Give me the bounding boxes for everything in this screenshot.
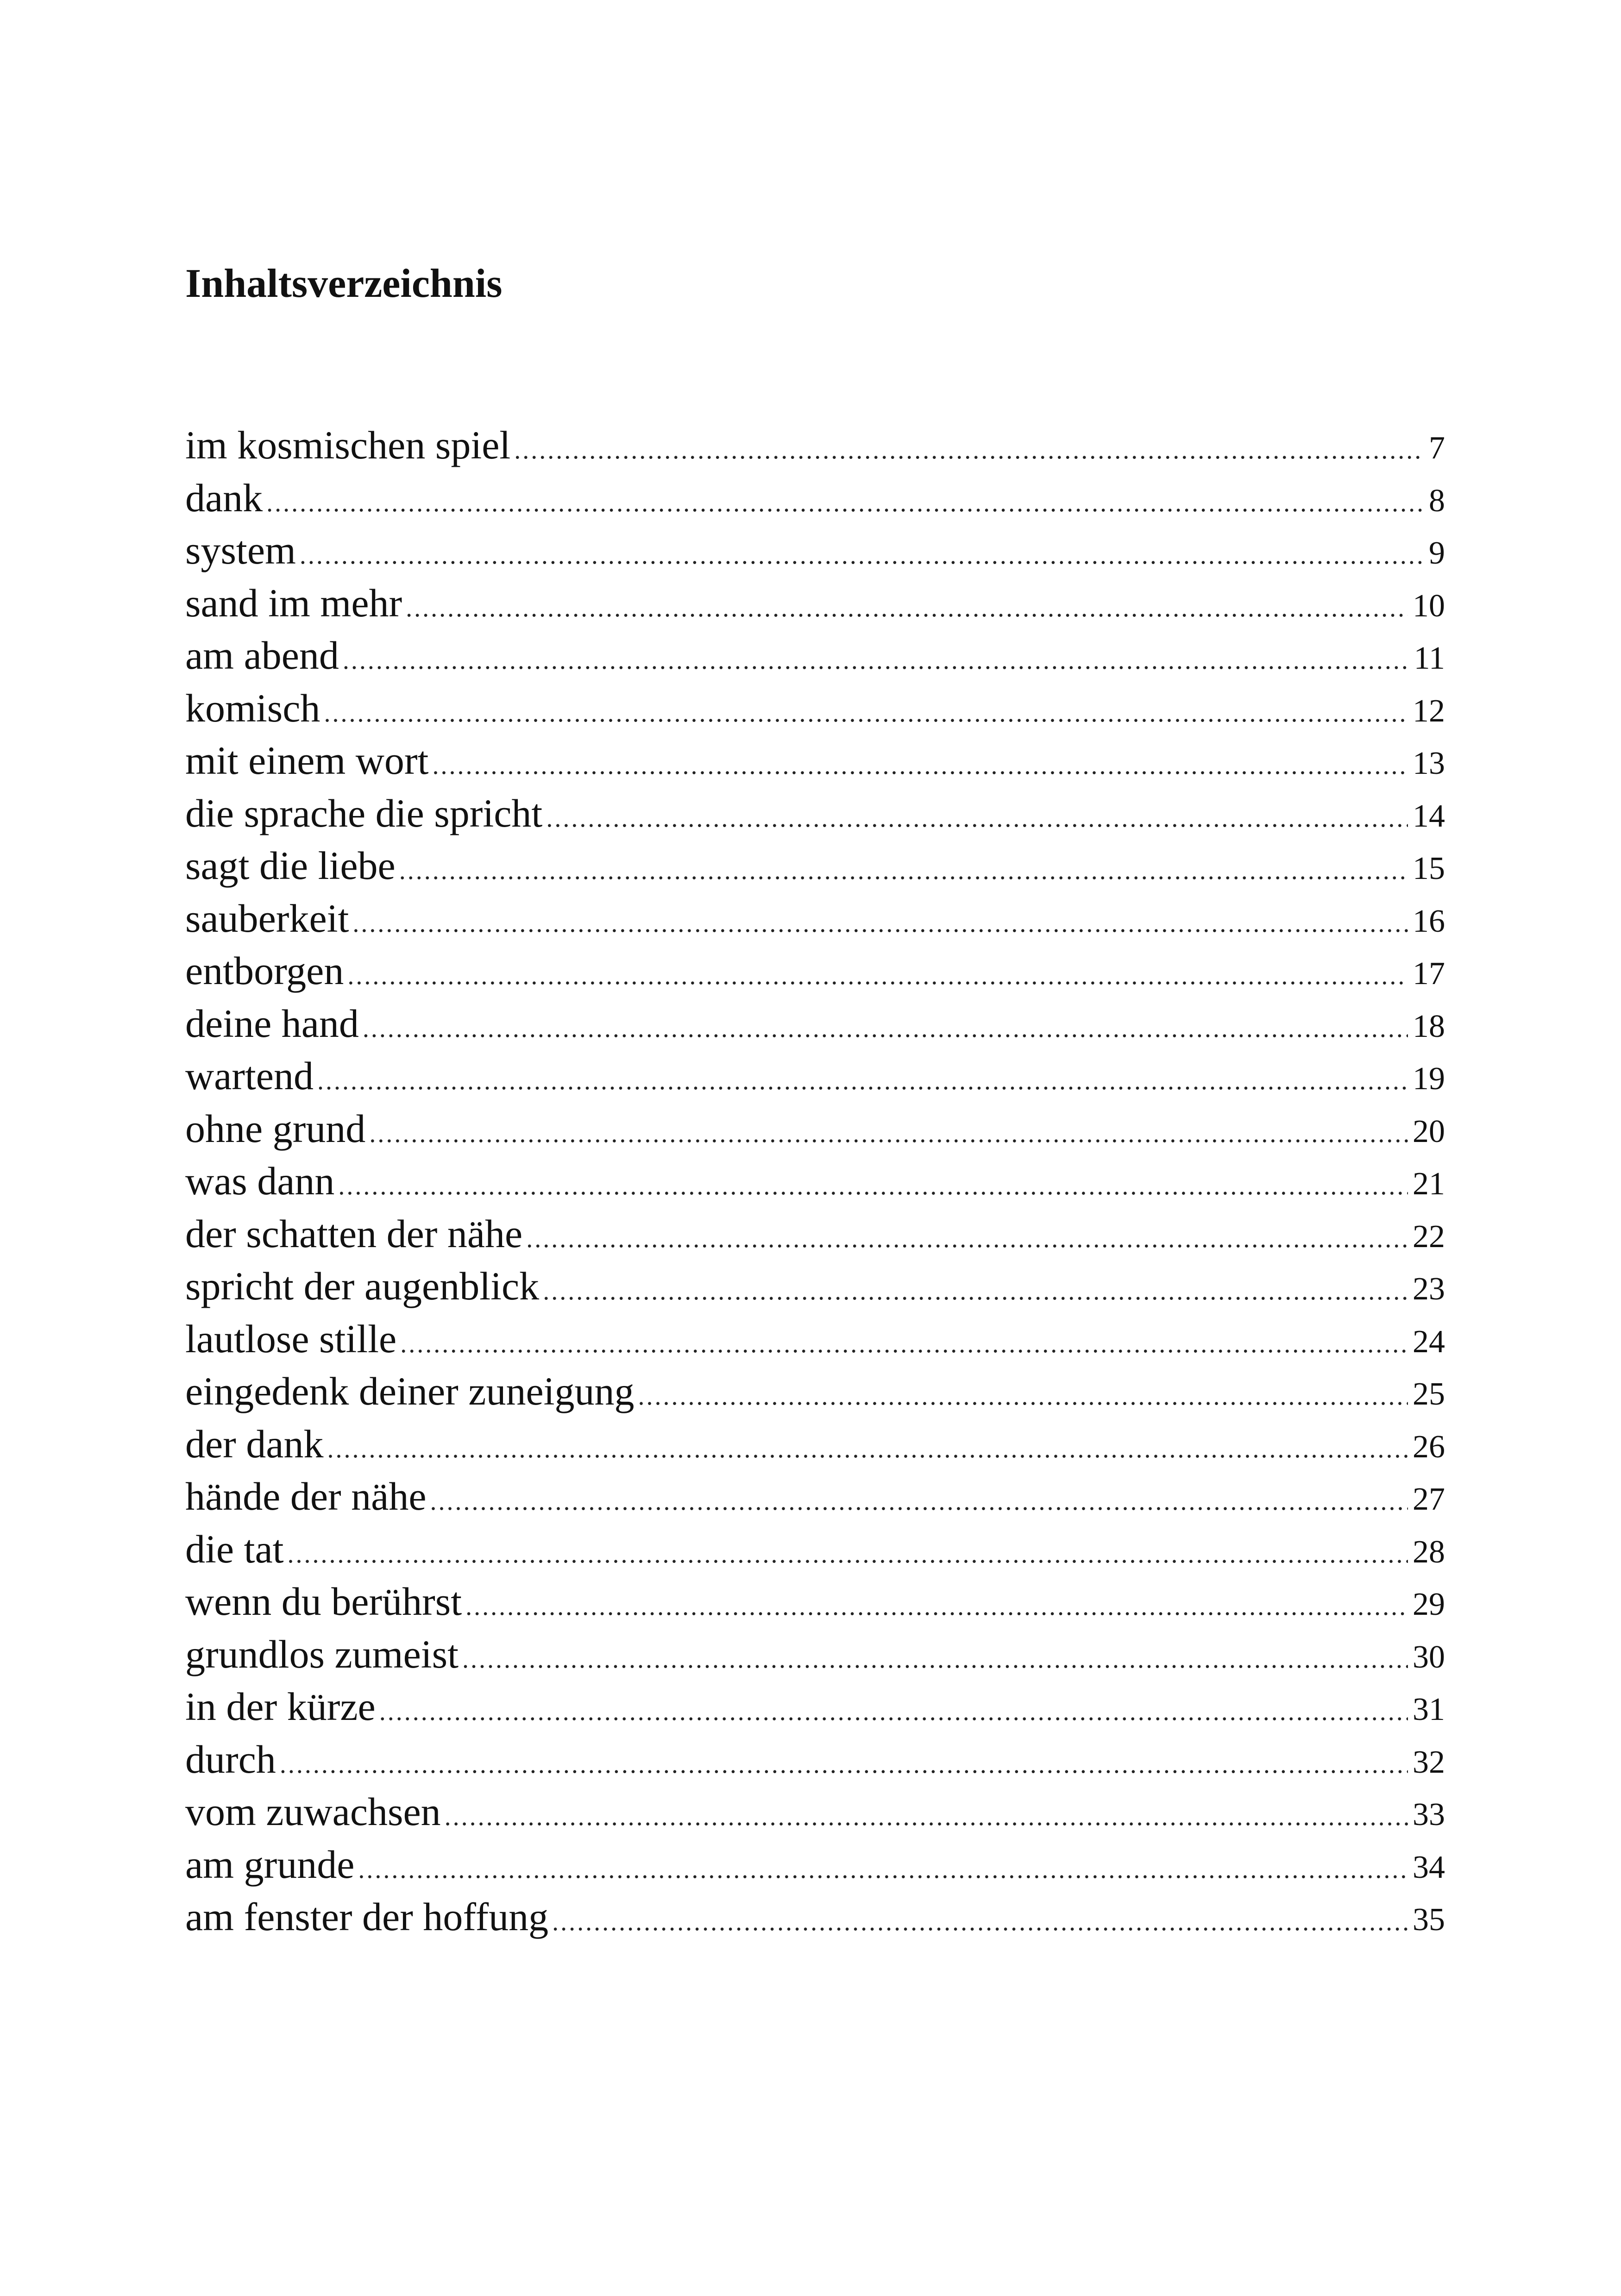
toc-entry-title: hände der nähe	[185, 1474, 427, 1518]
toc-entry-title: vom zuwachsen	[185, 1789, 441, 1834]
toc-entry-page-number: 13	[1413, 746, 1445, 781]
dot-leader	[338, 1160, 1408, 1213]
toc-entry-title: grundlos zumeist	[185, 1631, 459, 1676]
toc-entry	[185, 1418, 1445, 1471]
toc-entry	[185, 1891, 1445, 1944]
toc-entry	[185, 892, 1445, 945]
toc-entry-title: sauberkeit	[185, 896, 349, 941]
toc-entry-title: mit einem wort	[185, 738, 429, 783]
toc-entry	[185, 1838, 1445, 1891]
toc-entry-page-number: 32	[1413, 1744, 1445, 1780]
toc-entry-page-number: 33	[1413, 1797, 1445, 1832]
dot-leader	[324, 687, 1408, 740]
toc-entry-title: am fenster der hoffung	[185, 1895, 549, 1939]
toc-entry-title: ohne grund	[185, 1106, 366, 1151]
toc-entry-page-number: 19	[1413, 1061, 1445, 1097]
toc-entry-page-number: 17	[1413, 956, 1445, 991]
toc-entry-page-number: 24	[1413, 1324, 1445, 1360]
toc-entry-title: am abend	[185, 633, 339, 678]
toc-entry-title: deine hand	[185, 1001, 359, 1046]
toc-entry-title: durch	[185, 1737, 276, 1782]
dot-leader	[526, 1213, 1408, 1266]
toc-entry-title: was dann	[185, 1159, 335, 1203]
toc-entry-page-number: 20	[1413, 1113, 1445, 1149]
toc-entry	[185, 1575, 1445, 1628]
toc-entry-title: komisch	[185, 685, 320, 730]
toc-entry-page-number: 22	[1413, 1218, 1445, 1255]
dot-leader	[406, 582, 1408, 635]
toc-entry-title: am grunde	[185, 1842, 355, 1887]
toc-entry-page-number: 9	[1429, 535, 1445, 571]
toc-entry-page-number: 35	[1413, 1902, 1445, 1938]
dot-leader	[430, 1475, 1408, 1528]
toc-list	[185, 419, 1445, 1944]
dot-leader	[432, 740, 1408, 792]
dot-leader	[347, 950, 1408, 1003]
toc-entry-page-number: 30	[1413, 1639, 1445, 1675]
toc-entry-title: lautlose stille	[185, 1316, 397, 1361]
toc-entry-title: der schatten der nähe	[185, 1211, 523, 1256]
toc-entry	[185, 1523, 1445, 1576]
toc-entry-page-number: 21	[1413, 1166, 1445, 1202]
dot-leader	[327, 1423, 1408, 1476]
dot-leader	[400, 1318, 1408, 1371]
toc-entry-page-number: 23	[1413, 1271, 1445, 1307]
toc-entry-title: system	[185, 528, 296, 572]
toc-entry	[185, 577, 1445, 630]
toc-entry-title: die tat	[185, 1526, 284, 1571]
dot-leader	[352, 897, 1408, 950]
toc-entry	[185, 1050, 1445, 1103]
toc-entry	[185, 629, 1445, 682]
toc-entry-title: sand im mehr	[185, 580, 402, 625]
toc-entry	[185, 1365, 1445, 1418]
toc-entry	[185, 1628, 1445, 1681]
dot-leader	[379, 1686, 1408, 1738]
toc-entry-title: der dank	[185, 1421, 324, 1466]
dot-leader	[546, 792, 1408, 845]
toc-entry	[185, 682, 1445, 735]
dot-leader	[266, 477, 1424, 530]
dot-leader	[317, 1055, 1408, 1108]
toc-entry-title: sagt die liebe	[185, 843, 396, 888]
dot-leader	[280, 1738, 1408, 1791]
toc-entry-page-number: 26	[1413, 1429, 1445, 1465]
toc-entry-page-number: 14	[1413, 798, 1445, 834]
toc-entry-title: dank	[185, 475, 263, 520]
dot-leader	[638, 1370, 1408, 1423]
toc-entry-title: im kosmischen spiel	[185, 423, 511, 467]
toc-entry-page-number: 11	[1414, 640, 1445, 676]
toc-entry	[185, 787, 1445, 840]
toc-heading: Inhaltsverzeichnis	[185, 261, 503, 306]
toc-entry	[185, 1155, 1445, 1208]
dot-leader	[552, 1896, 1408, 1949]
dot-leader	[465, 1581, 1408, 1633]
toc-entry	[185, 1786, 1445, 1838]
dot-leader	[363, 1003, 1408, 1055]
toc-entry-title: wenn du berührst	[185, 1579, 462, 1624]
toc-entry-page-number: 7	[1429, 430, 1445, 466]
toc-entry-page-number: 8	[1429, 483, 1445, 519]
dot-leader	[288, 1528, 1408, 1581]
toc-entry	[185, 419, 1445, 472]
toc-entry	[185, 997, 1445, 1050]
toc-entry-title: spricht der augenblick	[185, 1264, 540, 1308]
toc-entry-page-number: 28	[1413, 1534, 1445, 1570]
dot-leader	[514, 424, 1424, 477]
dot-leader	[462, 1633, 1408, 1686]
dot-leader	[343, 634, 1409, 687]
toc-entry-page-number: 31	[1413, 1692, 1445, 1727]
toc-entry	[185, 524, 1445, 577]
toc-entry-page-number: 12	[1413, 693, 1445, 729]
dot-leader	[358, 1844, 1408, 1896]
toc-entry	[185, 1733, 1445, 1786]
toc-entry-page-number: 15	[1413, 851, 1445, 886]
toc-entry	[185, 945, 1445, 997]
toc-entry-page-number: 34	[1413, 1849, 1445, 1885]
toc-entry-title: entborgen	[185, 948, 344, 993]
toc-entry-page-number: 29	[1413, 1587, 1445, 1622]
toc-entry-title: wartend	[185, 1054, 314, 1098]
toc-entry-title: eingedenk deiner zuneigung	[185, 1369, 635, 1413]
dot-leader	[300, 529, 1424, 582]
dot-leader	[543, 1265, 1408, 1318]
toc-entry	[185, 1103, 1445, 1155]
toc-entry-page-number: 25	[1413, 1376, 1445, 1412]
toc-entry	[185, 472, 1445, 525]
toc-entry-page-number: 16	[1413, 903, 1445, 939]
toc-entry-page-number: 10	[1413, 588, 1445, 624]
toc-entry	[185, 1208, 1445, 1261]
dot-leader	[445, 1791, 1408, 1844]
toc-entry	[185, 1681, 1445, 1733]
toc-entry-title: in der kürze	[185, 1684, 376, 1729]
toc-entry-page-number: 18	[1413, 1008, 1445, 1044]
toc-entry	[185, 734, 1445, 787]
toc-entry	[185, 1313, 1445, 1366]
toc-entry	[185, 840, 1445, 892]
toc-entry-page-number: 27	[1413, 1481, 1445, 1517]
dot-leader	[399, 845, 1408, 897]
dot-leader	[369, 1108, 1408, 1161]
toc-entry	[185, 1470, 1445, 1523]
toc-entry-title: die sprache die spricht	[185, 790, 543, 835]
toc-entry	[185, 1260, 1445, 1313]
